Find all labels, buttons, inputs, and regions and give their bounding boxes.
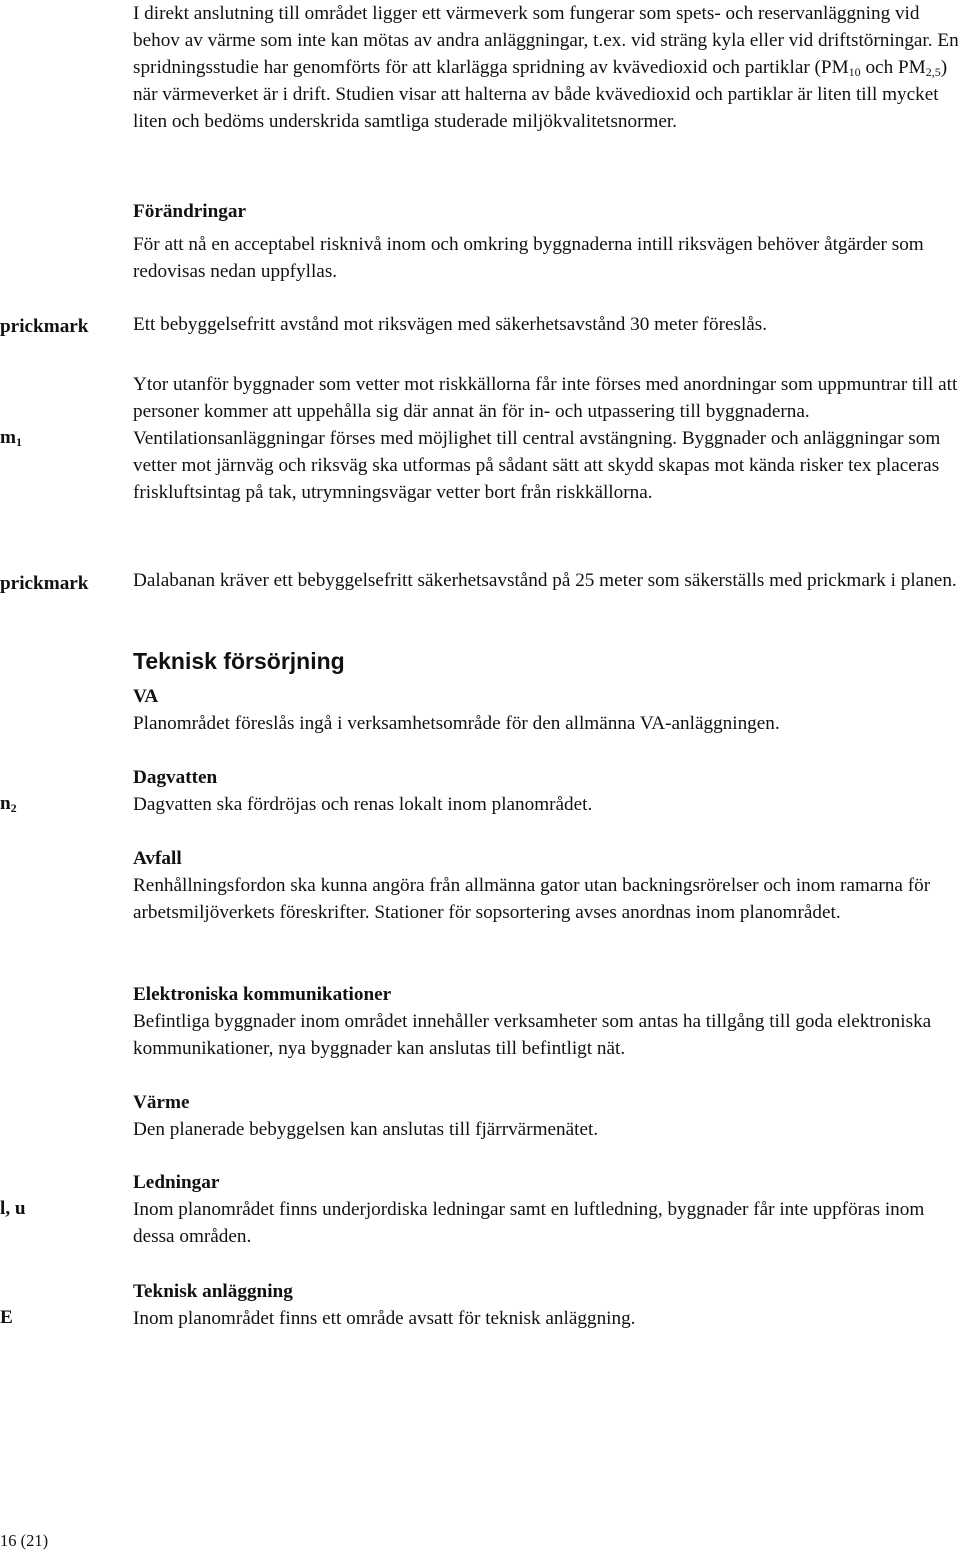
margin-label-lu: l, u (0, 1198, 26, 1219)
intro-text-mid: och PM (860, 57, 926, 78)
m1-sub: 1 (15, 435, 22, 449)
ledningar-text: Inom planområdet finns underjordiska ledningar samt en luftledning, byggnader får inte uppföras inom dessa områden. (133, 1199, 925, 1247)
margin-label-prickmark: prickmark (0, 316, 89, 337)
dagvatten-heading: Dagvatten (133, 767, 218, 788)
elektronik-section (133, 981, 960, 1062)
ledningar-heading: Ledningar (133, 1172, 220, 1193)
elektronik-text: Befintliga byggnader inom området innehåller verksamheter som antas ha tillgång till goda elektroniska kommunikationer, nya byggnader kan anslutas till befintligt nät. (133, 1011, 932, 1059)
teknisk-anlaggning-text: Inom planområdet finns ett område avsatt för teknisk anläggning. (133, 1308, 636, 1329)
intro-text-part2: ) när värmeverket är i drift. Studien visar att halterna av både kvävedioxid och partiklar är liten till mycket liten och bedöms underskrida samtliga studerade miljökvalitetsnormer. (133, 57, 948, 132)
margin-label-e: E (0, 1307, 13, 1328)
margin-label-n2 (0, 790, 17, 817)
va-text: Planområdet föreslås ingå i verksamhetsområde för den allmänna VA-anläggningen. (133, 713, 780, 734)
elektronik-heading: Elektroniska kommunikationer (133, 984, 392, 1005)
dalabanan-paragraph: Dalabanan kräver ett bebyggelsefritt säkerhetsavstånd på 25 meter som säkerställs med prickmark i planen. (133, 570, 957, 591)
forandringar-heading: Förändringar (133, 201, 246, 222)
ytor-paragraph: Ytor utanför byggnader som vetter mot riskkällorna får inte förses med anordningar som uppmuntrar till att personer kommer att uppehålla sig där annat än för in- och utpassering till byggnaderna. Ventilationsanläggningar förses med möjlighet till central avstängning. Byggnader och anläggningar som vetter mot järnväg och riksväg ska utformas på sådant sätt att skydd skapas mot kända risker tex placeras friskluftsintag på tak, utrymningsvägar vetter bort från riskkällorna. (133, 374, 958, 503)
avfall-section (133, 845, 960, 926)
dagvatten-section (133, 764, 960, 818)
margin-label-m1 (0, 424, 22, 451)
va-heading: VA (133, 686, 159, 707)
dagvatten-text: Dagvatten ska fördröjas och renas lokalt inom planområdet. (133, 794, 593, 815)
forandringar-text: För att nå en acceptabel risknivå inom och omkring byggnaderna intill riksvägen behöver åtgärder som redovisas nedan uppfyllas. (133, 234, 924, 282)
varme-text: Den planerade bebyggelsen kan anslutas till fjärrvärmenätet. (133, 1119, 599, 1140)
pm25-subscript: 2,5 (925, 65, 941, 79)
margin-label-prickmark-2: prickmark (0, 573, 89, 594)
teknisk-anlaggning-section (133, 1278, 960, 1332)
page-number: 16 (21) (0, 1531, 49, 1550)
varme-section (133, 1089, 960, 1143)
va-section (133, 683, 960, 737)
n2-main: n (0, 793, 11, 814)
avfall-heading: Avfall (133, 848, 182, 869)
intro-paragraph (133, 0, 960, 135)
varme-heading: Värme (133, 1092, 190, 1113)
intro-text-part1: I direkt anslutning till området ligger ett värmeverk som fungerar som spets- och reservanläggning vid behov av värme som inte kan mötas av andra anläggningar, t.ex. vid sträng kyla eller vid driftstörningar. En spridningsstudie har genomförts för att klarlägga spridning av kvävedioxid och partiklar (PM (133, 3, 959, 78)
bebyggelsefritt-paragraph: Ett bebyggelsefritt avstånd mot riksvägen med säkerhetsavstånd 30 meter föreslås. (133, 314, 768, 335)
forandringar-section (133, 198, 960, 285)
teknisk-anlaggning-heading: Teknisk anläggning (133, 1281, 293, 1302)
m1-main: m (0, 427, 16, 448)
n2-sub: 2 (10, 801, 17, 815)
avfall-text: Renhållningsfordon ska kunna angöra från allmänna gator utan backningsrörelser och inom ramarna för arbetsmiljöverkets föreskrifter. Stationer för sopsortering avses anordnas inom planområdet. (133, 875, 931, 923)
pm10-subscript: 10 (848, 65, 861, 79)
ledningar-section (133, 1169, 960, 1250)
teknisk-forsorjning-heading: Teknisk försörjning (133, 648, 345, 674)
